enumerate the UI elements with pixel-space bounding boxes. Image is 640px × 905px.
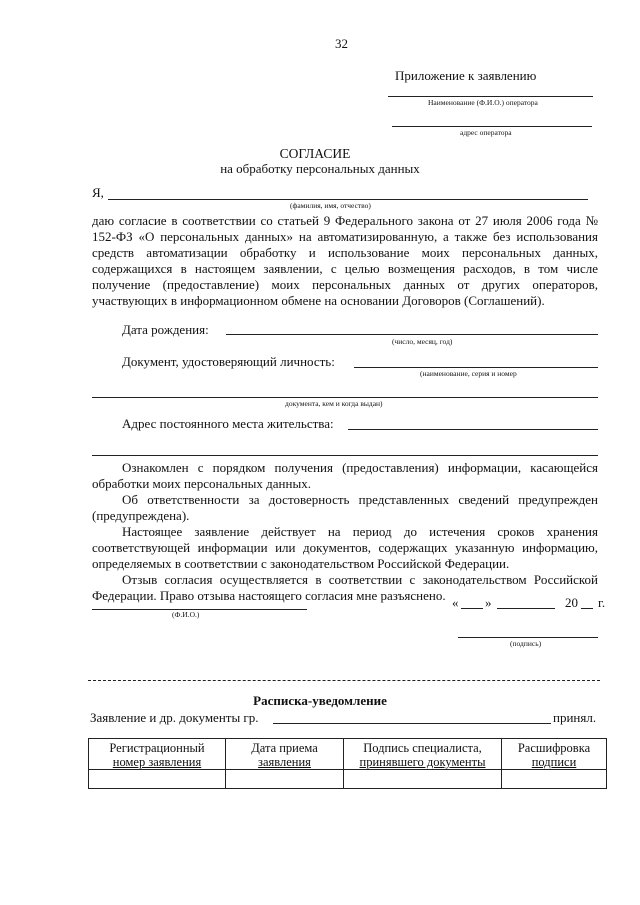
header-text-line: Подпись специалиста, [363, 741, 482, 755]
address-label: Адрес постоянного места жительства: [122, 416, 334, 431]
appendix-label: Приложение к заявлению [395, 68, 537, 83]
header-text-line: принявшего документы [359, 755, 486, 769]
date-year-suffix: г. [598, 595, 606, 610]
header-text-line: подписи [531, 755, 577, 769]
signature-fio-line[interactable] [92, 609, 307, 610]
birth-date-field[interactable] [226, 334, 598, 335]
ya-label: Я, [92, 185, 104, 200]
reg-number-cell[interactable] [89, 770, 226, 789]
receipt-date-cell[interactable] [226, 770, 344, 789]
date-month-field[interactable] [497, 608, 555, 609]
page-number: 32 [335, 36, 348, 51]
address-field-line-2[interactable] [92, 455, 598, 456]
document-field[interactable] [354, 367, 598, 368]
signature-decoding-cell[interactable] [502, 770, 607, 789]
specialist-signature-cell[interactable] [344, 770, 502, 789]
signature-caption: (подпись) [510, 639, 542, 648]
header-text-line: номер заявления [112, 755, 202, 769]
signature-fio-caption: (Ф.И.О.) [172, 610, 200, 619]
header-text-line: Регистрационный [109, 741, 205, 755]
date-year-prefix: 20 [565, 595, 578, 610]
consent-paragraph: даю согласие в соответствии со статьей 9 Федерального закона от 27 июля 2006 года № 152-ФЗ «О персональных данных» на автоматизированную, а также без использования средств автоматизации обработку и использование моих персональных данных, содержащихся в настоящем заявлении, с целью возмещения расходов, в том числе получение (предоставление) моих персональных данных от других операторов, участвующих в информационном обмене на основании Договоров (Соглашений). [92, 213, 598, 308]
document-field-line-2[interactable] [92, 397, 598, 398]
operator-address-caption: адрес оператора [460, 128, 512, 137]
document-title: СОГЛАСИЕ [279, 146, 351, 161]
receipt-title: Расписка-уведомление [253, 693, 387, 708]
header-text-line: Дата приема [251, 741, 318, 755]
paragraph-responsibility: Об ответственности за достоверность представленных сведений предупрежден (предупреждена). [92, 492, 598, 523]
birth-date-caption: (число, месяц, год) [392, 337, 453, 346]
table-row [89, 770, 607, 789]
header-receipt-date [226, 739, 344, 770]
date-year-field[interactable] [581, 608, 593, 609]
operator-address-line[interactable] [392, 126, 592, 127]
paragraph-acknowledged: Ознакомлен с порядком получения (предоставления) информации, касающейся обработки моих персональных данных. [92, 460, 598, 491]
header-reg-number [89, 739, 226, 770]
date-day-field[interactable] [461, 608, 483, 609]
document-caption-1: (наименование, серия и номер [420, 369, 517, 378]
document-caption-2: документа, кем и когда выдан) [285, 399, 383, 408]
registration-table [88, 738, 607, 789]
operator-name-caption: Наименование (Ф.И.О.) оператора [428, 98, 538, 107]
date-close-quote: » [485, 595, 492, 610]
cut-line [88, 680, 600, 681]
signature-line[interactable] [458, 637, 598, 638]
info-paragraphs [92, 460, 598, 604]
document-subtitle: на обработку персональных данных [220, 161, 420, 176]
document-label: Документ, удостоверяющий личность: [122, 354, 335, 369]
paragraph-revocation: Отзыв согласия осуществляется в соответствии с законодательством Российской Федерации. Право отзыва настоящего согласия мне разъяснено. [92, 572, 598, 603]
fio-line[interactable] [108, 199, 588, 200]
operator-name-line[interactable] [388, 96, 593, 97]
date-open-quote: « [452, 595, 459, 610]
fio-caption: (фамилия, имя, отчество) [290, 201, 371, 210]
receipt-name-field[interactable] [273, 723, 551, 724]
paragraph-validity: Настоящее заявление действует на период до истечения сроков хранения соответствующей информации или документов, содержащих указанную информацию, определяемых в соответствии с законодательством Российской Федерации. [92, 524, 598, 571]
header-signature-decoding [502, 739, 607, 770]
header-text-line: Расшифровка [517, 741, 591, 755]
birth-date-label: Дата рождения: [122, 322, 209, 337]
header-specialist-signature [344, 739, 502, 770]
receipt-statement-end: принял. [553, 710, 597, 725]
header-text-line: заявления [258, 755, 311, 769]
table-header-row [89, 739, 607, 770]
address-field[interactable] [348, 429, 598, 430]
receipt-statement-start: Заявление и др. документы гр. [90, 710, 259, 725]
